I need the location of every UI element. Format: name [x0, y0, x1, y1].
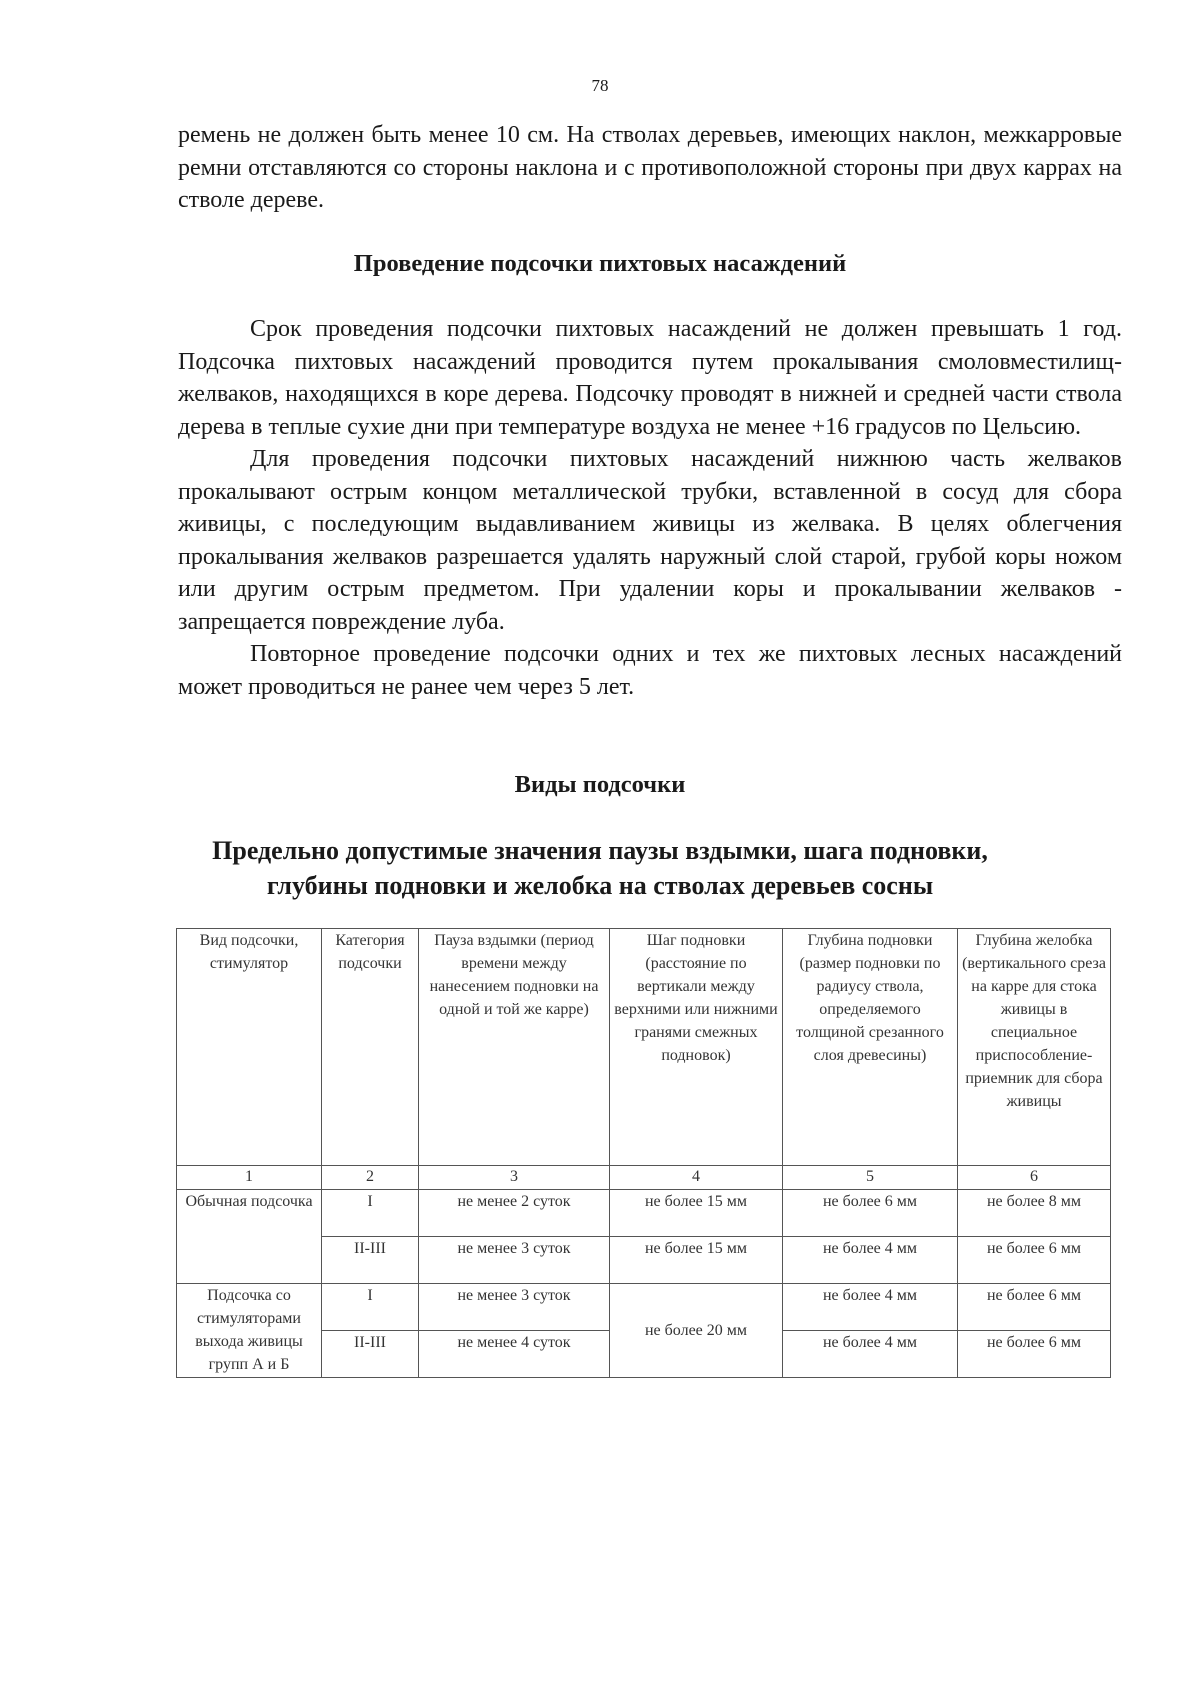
depth-cell: не более 4 мм — [783, 1331, 958, 1378]
step-cell: не более 20 мм — [610, 1284, 783, 1378]
groove-cell: не более 6 мм — [958, 1331, 1111, 1378]
fir-section-text — [178, 313, 1122, 703]
category-cell: I — [322, 1284, 419, 1331]
pause-cell: не менее 3 суток — [419, 1237, 610, 1284]
header-cell: Шаг подновки (расстояние по вертикали между верхними или нижними гранями смежных подновок) — [610, 929, 783, 1166]
header-cell: Пауза вздымки (период времени между нанесением подновки на одной и той же карре) — [419, 929, 610, 1166]
step-cell: не более 15 мм — [610, 1190, 783, 1237]
header-cell: Глубина желобка (вертикального среза на карре для стока живицы в специальное приспособление-приемник для сбора живицы — [958, 929, 1111, 1166]
table-title-line: глубины подновки и желобка на стволах деревьев сосны — [266, 871, 934, 900]
pause-cell: не менее 4 суток — [419, 1331, 610, 1378]
section-heading-fir: Проведение подсочки пихтовых насаждений — [353, 250, 847, 277]
tapping-type-cell: Обычная подсочка — [177, 1190, 322, 1284]
intro-text — [178, 119, 1122, 217]
header-cell: Глубина подновки (размер подновки по радиусу ствола, определяемого толщиной срезанного слоя древесины) — [783, 929, 958, 1166]
groove-cell: не более 6 мм — [958, 1237, 1111, 1284]
section-heading-types: Виды подсочки — [514, 771, 686, 798]
pause-cell: не менее 2 суток — [419, 1190, 610, 1237]
category-cell: II-III — [322, 1237, 419, 1284]
table-row — [177, 1190, 1111, 1237]
header-cell: Категория подсочки — [322, 929, 419, 1166]
paragraph: Для проведения подсочки пихтовых насаждений нижнюю часть желваков прокалывают острым концом металлической трубки, вставленной в сосуд для сбора живицы, с последующим выдавливанием живицы из желвака. В целях облегчения прокалывания желваков разрешается удалять наружный слой старой, грубой коры ножом или другим острым предметом. При удалении коры и прокалывании желваков - запрещается повреждение луба. — [178, 446, 1122, 635]
category-cell: II-III — [322, 1331, 419, 1378]
table-row — [177, 1284, 1111, 1331]
category-cell: I — [322, 1190, 419, 1237]
column-number: 2 — [322, 1166, 419, 1190]
column-number: 5 — [783, 1166, 958, 1190]
table-title — [0, 833, 1200, 903]
pause-cell: не менее 3 суток — [419, 1284, 610, 1331]
depth-cell: не более 4 мм — [783, 1284, 958, 1331]
groove-cell: не более 8 мм — [958, 1190, 1111, 1237]
paragraph: Срок проведения подсочки пихтовых насаждений не должен превышать 1 год. Подсочка пихтовых насаждений проводится путем прокалывания смоловместилищ-желваков, находящихся в коре дерева. Подсочку проводят в нижней и средней части ствола дерева в теплые сухие дни при температуре воздуха не менее +16 градусов по Цельсию. — [178, 316, 1122, 440]
groove-cell: не более 6 мм — [958, 1284, 1111, 1331]
depth-cell: не более 4 мм — [783, 1237, 958, 1284]
table-title-line: Предельно допустимые значения паузы вздымки, шага подновки, — [212, 836, 988, 865]
depth-cell: не более 6 мм — [783, 1190, 958, 1237]
column-number: 3 — [419, 1166, 610, 1190]
intro-paragraph: ремень не должен быть менее 10 см. На стволах деревьев, имеющих наклон, межкарровые ремни отставляются со стороны наклона и с противоположной стороны при двух каррах на стволе дереве. — [178, 122, 1122, 213]
header-cell: Вид подсочки, стимулятор — [177, 929, 322, 1166]
paragraph: Повторное проведение подсочки одних и тех же пихтовых лесных насаждений может проводиться не ранее чем через 5 лет. — [178, 641, 1122, 700]
column-number: 1 — [177, 1166, 322, 1190]
column-number: 6 — [958, 1166, 1111, 1190]
page-number: 78 — [591, 76, 609, 95]
table-header-row — [177, 929, 1111, 1166]
column-number: 4 — [610, 1166, 783, 1190]
tapping-type-cell: Подсочка со стимуляторами выхода живицы групп А и Б — [177, 1284, 322, 1378]
step-cell: не более 15 мм — [610, 1237, 783, 1284]
column-number-row — [177, 1166, 1111, 1190]
norms-table — [176, 928, 1111, 1378]
